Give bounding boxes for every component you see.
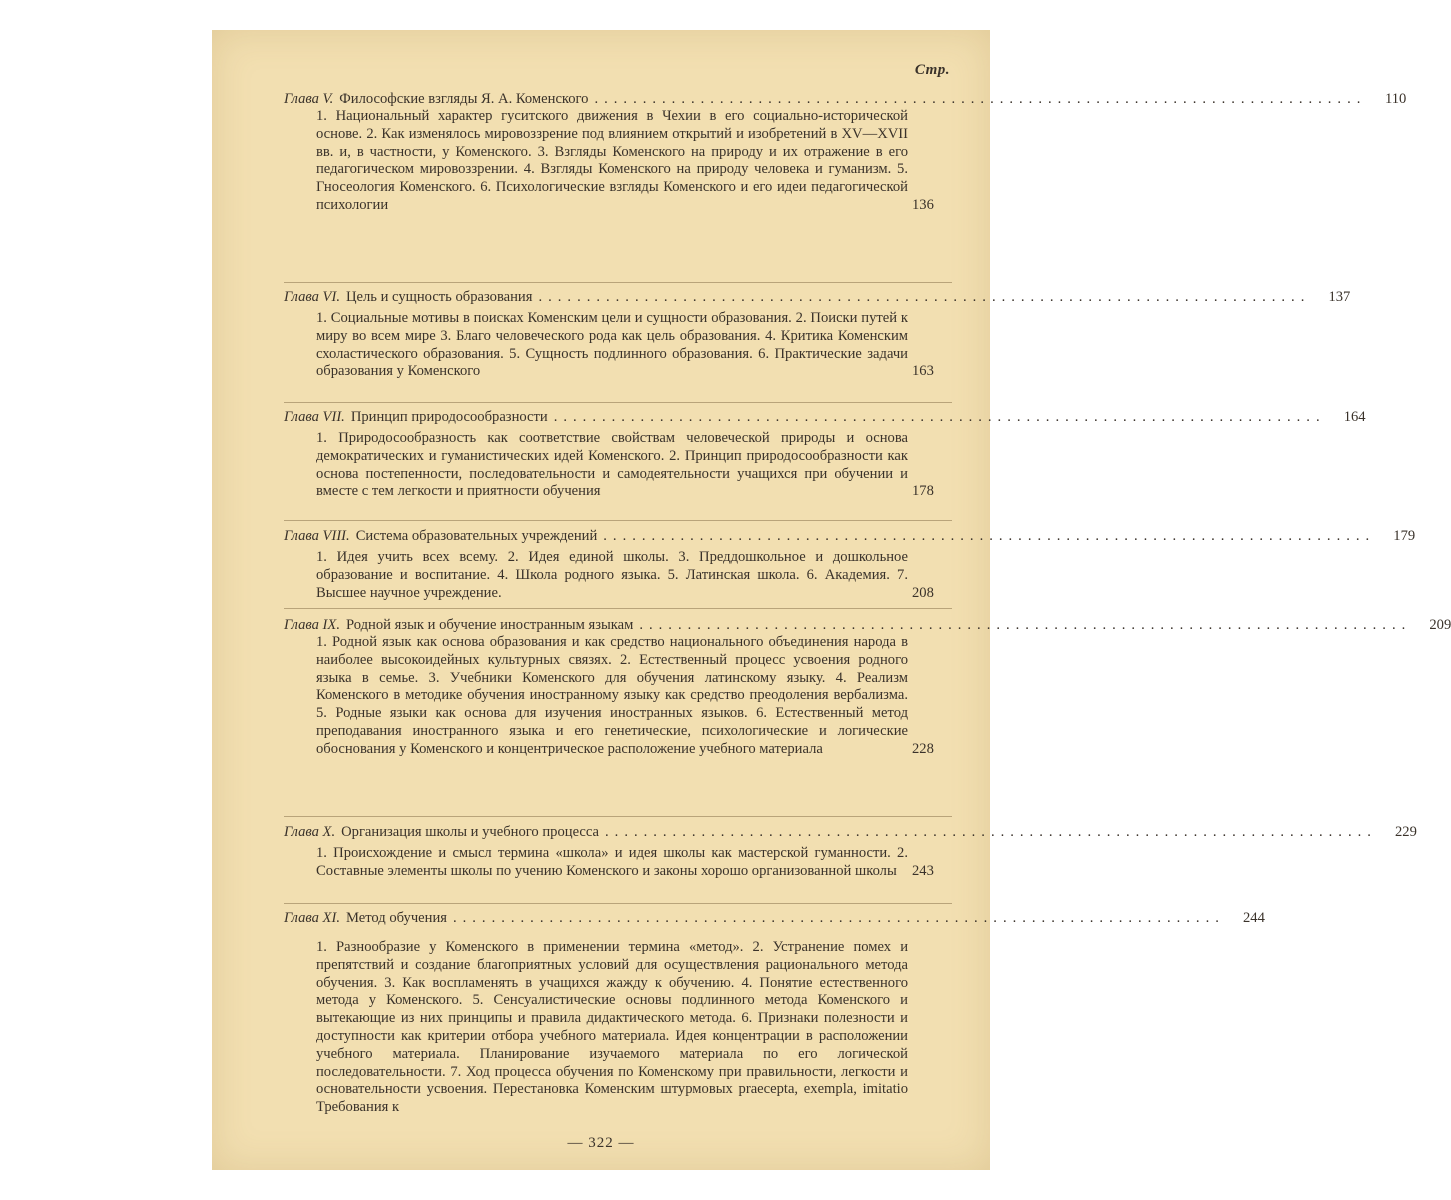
chapter-sections: 1. Родной язык как основа образования и как средство национального объединения народа в наиболее высокоидейных культурных связях. 2. Естественный процесс усвоения родного языка в семье. 3. Учебники Коменского для обучения латинскому языку. 4. Реализм Коменского в методике обучения иностранному языку как средство преодоления вербализма. 5. Родные языки как основа для изучения иностранных языков. 6. Естественный метод преподавания иностранного языка и его генетические, психологические и логические обоснования у Коменского и концентрическое расположение учебного материала — [316, 634, 908, 757]
chapter-description — [316, 310, 952, 381]
chapter-9 — [284, 616, 1451, 759]
chapter-end-page: 178 — [912, 483, 934, 500]
chapter-heading — [284, 616, 1451, 634]
page-number: — 322 — — [567, 1135, 635, 1151]
chapter-title: Цель и сущность образования — [345, 289, 533, 305]
chapter-description — [316, 845, 952, 881]
chapter-start-page: 179 — [1393, 528, 1416, 544]
chapter-sections: 1. Национальный характер гуситского движения в Чехии в его социально-исторической основе. 2. Как изменялось мировоззрение под влиянием открытий и изобретений в XV—XVII вв. и, в частности, у Коменского. 3. Взгляды Коменского на природу и их отражение в его педагогическом мировоззрении. 4. Взгляды Коменского на природу человека и гуманизм. 5. Гносеология Коменского. 6. Психологические взгляды Коменского и его идеи педагогической психологии — [316, 108, 908, 213]
chapter-end-page: 208 — [912, 584, 934, 601]
chapter-description — [316, 430, 952, 501]
chapter-5 — [284, 90, 1407, 215]
dot-leader: ................................................................................ — [452, 910, 1225, 926]
chapter-end-page: 228 — [912, 740, 934, 757]
chapter-divider — [284, 402, 952, 403]
chapter-title: Метод обучения — [345, 910, 447, 926]
chapter-title: Родной язык и обучение иностранным языкам — [345, 617, 634, 633]
chapter-end-page: 163 — [912, 363, 934, 380]
chapter-sections: 1. Происхождение и смысл термина «школа» и идея школы как мастерской гуманности. 2. Составные элементы школы по учению Коменского и законы хорошо организованной школы — [316, 845, 908, 879]
book-page — [212, 30, 1451, 1170]
dot-leader: ................................................................................ — [603, 528, 1376, 544]
chapter-label: Глава IX. — [284, 617, 340, 633]
chapter-divider — [284, 520, 952, 521]
chapter-10 — [284, 823, 1417, 881]
chapter-11 — [284, 909, 1265, 1117]
chapter-label: Глава V. — [284, 91, 334, 107]
chapter-title: Принцип природосообразности — [350, 409, 548, 425]
chapter-divider — [284, 282, 952, 283]
chapter-description — [316, 549, 952, 602]
chapter-divider — [284, 903, 952, 904]
dot-leader: ................................................................................ — [594, 91, 1367, 107]
chapter-label: Глава VIII. — [284, 528, 350, 544]
page-column-label: Стр. — [914, 62, 950, 78]
chapter-start-page: 209 — [1429, 617, 1451, 633]
chapter-start-page: 229 — [1395, 824, 1417, 840]
chapter-heading — [284, 823, 1417, 841]
chapter-description — [316, 939, 952, 1117]
chapter-7 — [284, 408, 1366, 501]
chapter-end-page: 136 — [912, 196, 934, 213]
chapter-heading — [284, 288, 1351, 306]
dot-leader: ................................................................................ — [553, 409, 1326, 425]
chapter-heading — [284, 408, 1366, 426]
chapter-heading — [284, 90, 1407, 108]
chapter-sections: 1. Разнообразие у Коменского в применении термина «метод». 2. Устранение помех и препятствий и создание благоприятных условий для осуществления рационального метода обучения. 3. Как воспламенять в учащихся жажду к обучению. 4. Понятие естественного метода у Коменского. 5. Сенсуалистические основы подлинного метода Коменского и вытекающие из них принципы и правила дидактического метода. 6. Признаки полезности и доступности как критерии отбора учебного материала. Идея концентрации в расположении учебного материала. Планирование изучаемого материала по его логической последовательности. 7. Ход процесса обучения по Коменскому при правильности, легкости и основательности усвоения. Перестановка Коменским штурмовых praecepta, exempla, imitatio Требования к — [316, 939, 908, 1116]
dot-leader: ................................................................................ — [605, 824, 1377, 840]
chapter-heading — [284, 909, 1265, 927]
chapter-label: Глава XI. — [284, 910, 340, 926]
chapter-divider — [284, 816, 952, 817]
chapter-start-page: 137 — [1328, 289, 1351, 305]
chapter-end-page: 243 — [912, 862, 934, 879]
dot-leader: ................................................................................ — [538, 289, 1311, 305]
chapter-heading — [284, 527, 1416, 545]
chapter-8 — [284, 527, 1416, 602]
chapter-label: Глава VI. — [284, 289, 340, 305]
chapter-sections: 1. Социальные мотивы в поисках Коменским цели и сущности образования. 2. Поиски путей к миру во всем мире 3. Благо человеческого рода как цель образования. 4. Критика Коменским схоластического образования. 5. Сущность подлинного образования. 6. Практические задачи образования у Коменского — [316, 310, 908, 380]
chapter-start-page: 110 — [1385, 91, 1407, 107]
chapter-title: Организация школы и учебного процесса — [341, 824, 600, 840]
chapter-start-page: 244 — [1242, 910, 1265, 926]
chapter-label: Глава VII. — [284, 409, 345, 425]
chapter-title: Философские взгляды Я. А. Коменского — [339, 91, 589, 107]
chapter-description — [316, 634, 952, 759]
chapter-label: Глава X. — [284, 824, 336, 840]
chapter-6 — [284, 288, 1351, 381]
chapter-sections: 1. Природосообразность как соответствие свойствам человеческой природы и основа демократических и гуманистических идей Коменского. 2. Принцип природосообразности как основа постепенности, последовательности и самодеятельности учащихся при обучении и вместе с тем легкости и приятности обучения — [316, 430, 908, 500]
dot-leader: ................................................................................ — [639, 617, 1412, 633]
chapter-description — [316, 108, 952, 215]
chapter-sections: 1. Идея учить всех всему. 2. Идея единой школы. 3. Преддошкольное и дошкольное образование и воспитание. 4. Школа родного языка. 5. Латинская школа. 6. Академия. 7. Высшее научное учреждение. — [316, 549, 908, 601]
chapter-title: Система образовательных учреждений — [355, 528, 598, 544]
chapter-start-page: 164 — [1343, 409, 1366, 425]
chapter-divider — [284, 608, 952, 609]
